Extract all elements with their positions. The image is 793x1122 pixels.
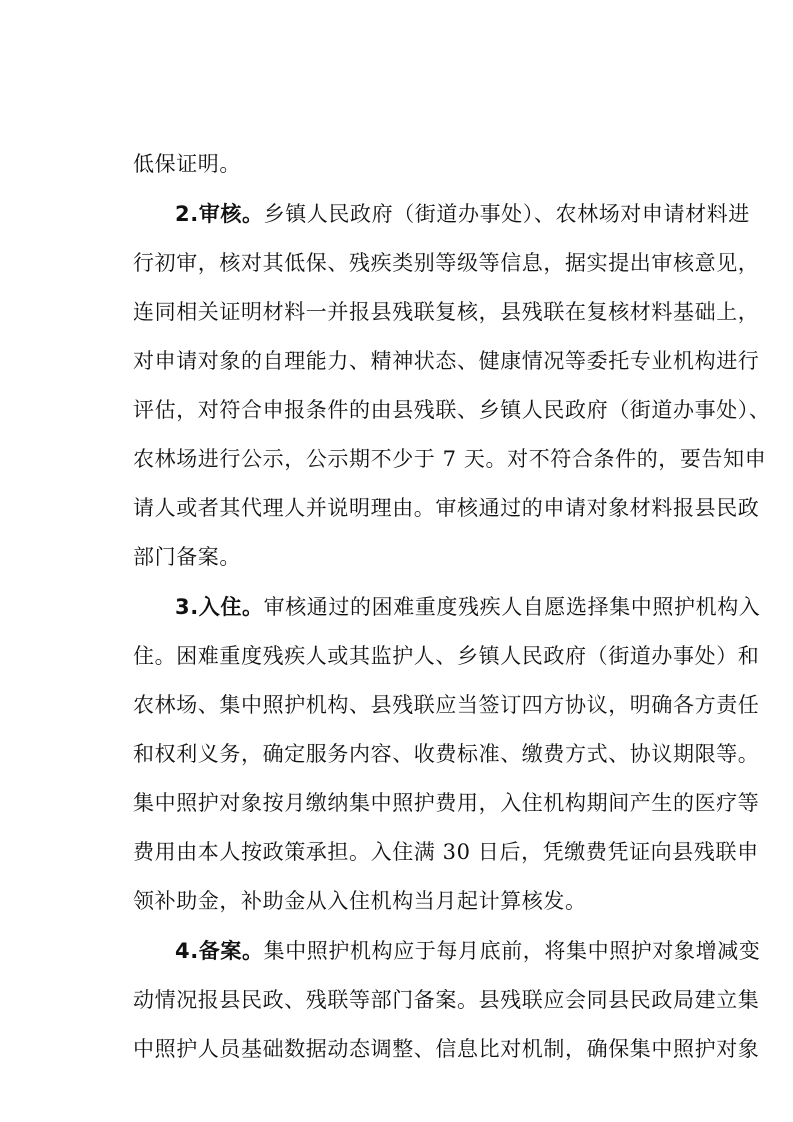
text-line: 农林场进行公示，公示期不少于 7 天。对不符合条件的，要告知申	[133, 447, 767, 471]
section-heading: 2.审核。	[175, 202, 264, 226]
text-line: 行初审，核对其低保、残疾类别等级等信息，据实提出审核意见，	[133, 251, 760, 275]
section-heading: 4.备案。	[175, 939, 264, 963]
section-heading: 3.入住。	[175, 595, 264, 619]
text-line: 住。困难重度残疾人或其监护人、乡镇人民政府（街道办事处）和	[133, 644, 760, 668]
text-line: 费用由本人按政策承担。入住满 30 日后，凭缴费凭证向县残联申	[133, 840, 759, 864]
section-2-heading-line: 2.审核。乡镇人民政府（街道办事处）、农林场对申请材料进	[175, 202, 750, 226]
text-line: 连同相关证明材料一并报县残联复核，县残联在复核材料基础上，	[133, 300, 760, 324]
text-line: 和权利义务，确定服务内容、收费标准、缴费方式、协议期限等。	[133, 742, 760, 766]
text-line: 集中照护对象按月缴纳集中照护费用，入住机构期间产生的医疗等	[133, 791, 760, 815]
text-line: 领补助金，补助金从入住机构当月起计算核发。	[133, 889, 587, 913]
section-3-heading-line: 3.入住。审核通过的困难重度残疾人自愿选择集中照护机构入	[175, 595, 761, 619]
text-line: 请人或者其代理人并说明理由。审核通过的申请对象材料报县民政	[133, 496, 760, 520]
section-4-heading-line: 4.备案。集中照护机构应于每月底前，将集中照护对象增减变	[175, 939, 761, 963]
text-line: 评估，对符合申报条件的由县残联、乡镇人民政府（街道办事处）、	[133, 398, 771, 422]
text-line: 农林场、集中照护机构、县残联应当签订四方协议，明确各方责任	[133, 693, 760, 717]
text-line: 动情况报县民政、残联等部门备案。县残联应会同县民政局建立集	[133, 988, 760, 1012]
text-line: 中照护人员基础数据动态调整、信息比对机制，确保集中照护对象	[133, 1037, 760, 1061]
text-line: 部门备案。	[133, 545, 241, 569]
text-line: 低保证明。	[133, 152, 241, 176]
text-line: 对申请对象的自理能力、精神状态、健康情况等委托专业机构进行	[133, 349, 760, 373]
